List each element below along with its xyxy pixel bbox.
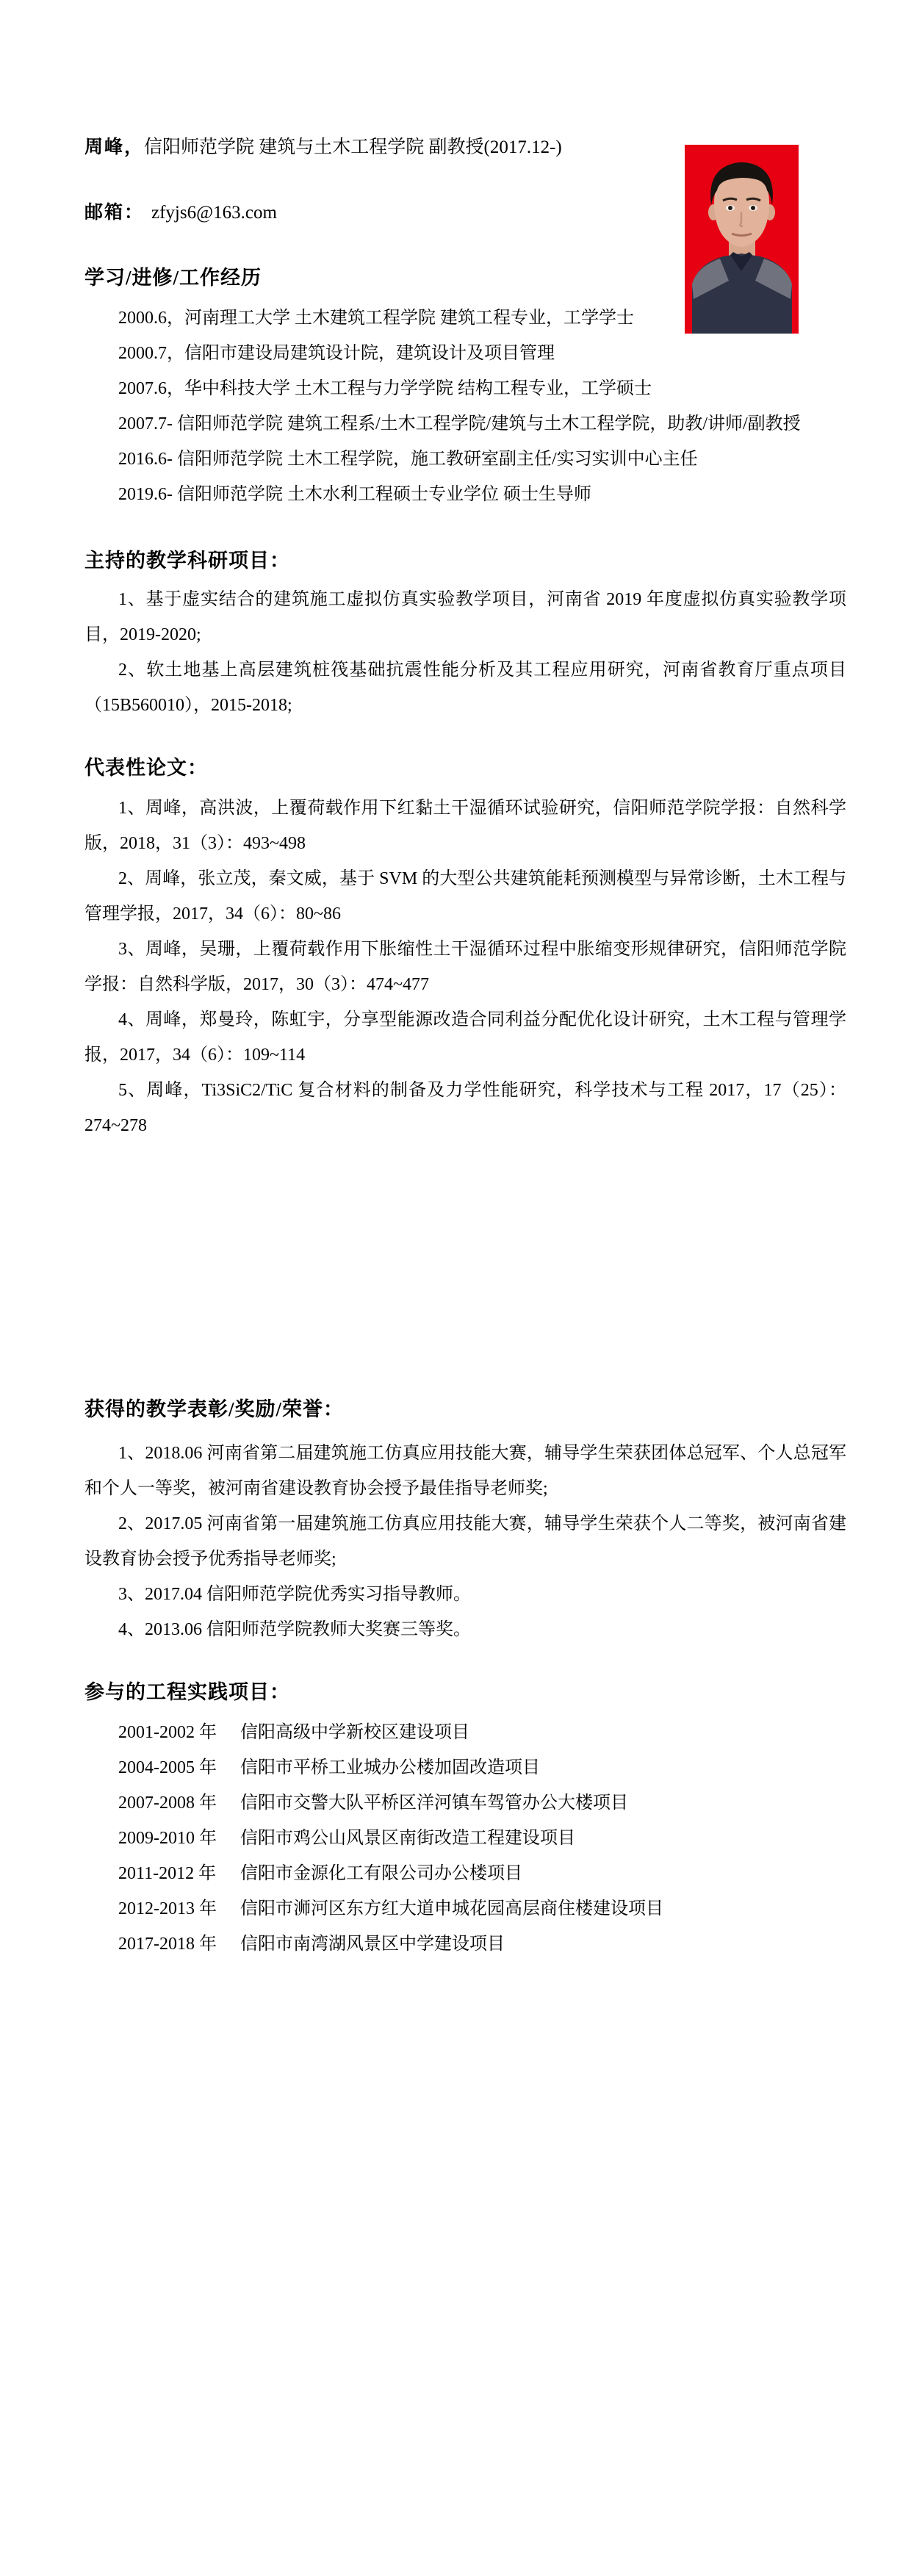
section-projects-led-body xyxy=(84,582,846,723)
email-address: zfyjs6@163.com xyxy=(151,203,277,223)
practice-project-row xyxy=(84,1785,846,1821)
practice-project-row xyxy=(84,1856,846,1891)
practice-project-row xyxy=(84,1821,846,1856)
project-name: 信阳高级中学新校区建设项目 xyxy=(240,1723,469,1742)
award-item: 2、2017.05 河南省第一届建筑施工仿真应用技能大赛，辅导学生荣获个人二等奖，被河南省建设教育协会授予优秀指导老师奖; xyxy=(84,1514,846,1569)
experience-item: 2007.6，华中科技大学 土木工程与力学学院 结构工程专业，工学硕士 xyxy=(118,379,652,398)
project-years: 2007-2008 年 xyxy=(118,1794,217,1813)
award-item: 4、2013.06 信阳师范学院教师大奖赛三等奖。 xyxy=(118,1620,471,1639)
section-awards-title: 获得的教学表彰/奖励/荣誉： xyxy=(84,1398,345,1420)
project-years: 2017-2018 年 xyxy=(118,1935,217,1954)
section-projects-led-title: 主持的教学科研项目： xyxy=(84,550,290,572)
experience-item: 2000.6，河南理工大学 土木建筑工程学院 建筑工程专业，工学学士 xyxy=(118,309,634,328)
project-name: 信阳市金源化工有限公司办公楼项目 xyxy=(240,1864,522,1883)
paper-item: 1、周峰，高洪波，上覆荷载作用下红黏土干湿循环试验研究，信阳师范学院学报：自然科学版，2018，31（3）：493~498 xyxy=(84,799,846,853)
section-awards-body xyxy=(84,1436,846,1647)
section-experience xyxy=(84,260,846,512)
section-experience-body xyxy=(84,301,846,512)
portrait-pupil-right xyxy=(751,206,755,210)
paper-item: 2、周峰，张立茂，秦文威，基于 SVM 的大型公共建筑能耗预测模型与异常诊断，土木工程与管理学报，2017，34（6）：80~86 xyxy=(84,869,846,924)
project-years: 2012-2013 年 xyxy=(118,1899,217,1918)
experience-item: 2016.6- 信阳师范学院 土木工程学院，施工教研室副主任/实习实训中心主任 xyxy=(118,450,698,469)
section-papers xyxy=(84,750,846,1143)
practice-project-row xyxy=(84,1891,846,1926)
person-name: 周峰， xyxy=(84,137,145,157)
paper-item: 3、周峰，吴珊，上覆荷载作用下胀缩性土干湿循环过程中胀缩变形规律研究，信阳师范学院学报：自然科学版，2017，30（3）：474~477 xyxy=(84,940,846,994)
project-years: 2011-2012 年 xyxy=(118,1864,217,1883)
practice-project-row xyxy=(84,1926,846,1962)
project-name: 信阳市南湾湖风景区中学建设项目 xyxy=(240,1935,505,1954)
project-name: 信阳市平桥工业城办公楼加固改造项目 xyxy=(240,1758,540,1777)
section-practice-title: 参与的工程实践项目： xyxy=(84,1681,290,1703)
project-name: 信阳市交警大队平桥区洋河镇车驾管办公大楼项目 xyxy=(240,1794,628,1813)
experience-item: 2019.6- 信阳师范学院 土木水利工程硕士专业学位 硕士生导师 xyxy=(118,485,591,504)
practice-project-row xyxy=(84,1750,846,1785)
led-project-item: 1、基于虚实结合的建筑施工虚拟仿真实验教学项目，河南省 2019 年度虚拟仿真实验教学项目，2019-2020; xyxy=(84,590,846,644)
award-item: 1、2018.06 河南省第二届建筑施工仿真应用技能大赛，辅导学生荣获团体总冠军、个人总冠军和个人一等奖，被河南省建设教育协会授予最佳指导老师奖; xyxy=(84,1444,846,1498)
person-affiliation: 信阳师范学院 建筑与土木工程学院 副教授(2017.12-) xyxy=(144,137,562,157)
section-awards xyxy=(84,1392,846,1647)
section-papers-body xyxy=(84,791,846,1143)
email-label: 邮箱： xyxy=(84,203,145,223)
header-name-line xyxy=(84,130,680,165)
paper-item: 4、周峰，郑曼玲，陈虹宇，分享型能源改造合同利益分配优化设计研究，土木工程与管理学报，2017，34（6）：109~114 xyxy=(84,1010,846,1065)
email-line xyxy=(84,195,525,231)
practice-project-row xyxy=(84,1715,846,1750)
led-project-item: 2、软土地基上高层建筑桩筏基础抗震性能分析及其工程应用研究，河南省教育厅重点项目（15B560010），2015-2018; xyxy=(84,661,846,715)
section-practice-projects xyxy=(84,1674,846,1962)
project-years: 2009-2010 年 xyxy=(118,1829,217,1848)
experience-item: 2000.7，信阳市建设局建筑设计院，建筑设计及项目管理 xyxy=(118,344,555,363)
paper-item: 5、周峰，Ti3SiC2/TiC 复合材料的制备及力学性能研究，科学技术与工程 2017，17（25）：274~278 xyxy=(84,1081,846,1135)
project-years: 2001-2002 年 xyxy=(118,1723,217,1742)
section-projects-led xyxy=(84,543,846,723)
award-item: 3、2017.04 信阳师范学院优秀实习指导教师。 xyxy=(118,1585,471,1604)
portrait-pupil-left xyxy=(728,206,732,210)
project-name: 信阳市鸡公山风景区南街改造工程建设项目 xyxy=(240,1829,575,1848)
project-years: 2004-2005 年 xyxy=(118,1758,217,1777)
section-practice-body xyxy=(84,1715,846,1962)
project-name: 信阳市浉河区东方红大道申城花园高层商住楼建设项目 xyxy=(240,1899,663,1918)
experience-item: 2007.7- 信阳师范学院 建筑工程系/土木工程学院/建筑与土木工程学院，助教/讲师/副教授 xyxy=(118,414,801,433)
section-papers-title: 代表性论文： xyxy=(84,757,208,779)
section-experience-title: 学习/进修/工作经历 xyxy=(84,267,262,289)
